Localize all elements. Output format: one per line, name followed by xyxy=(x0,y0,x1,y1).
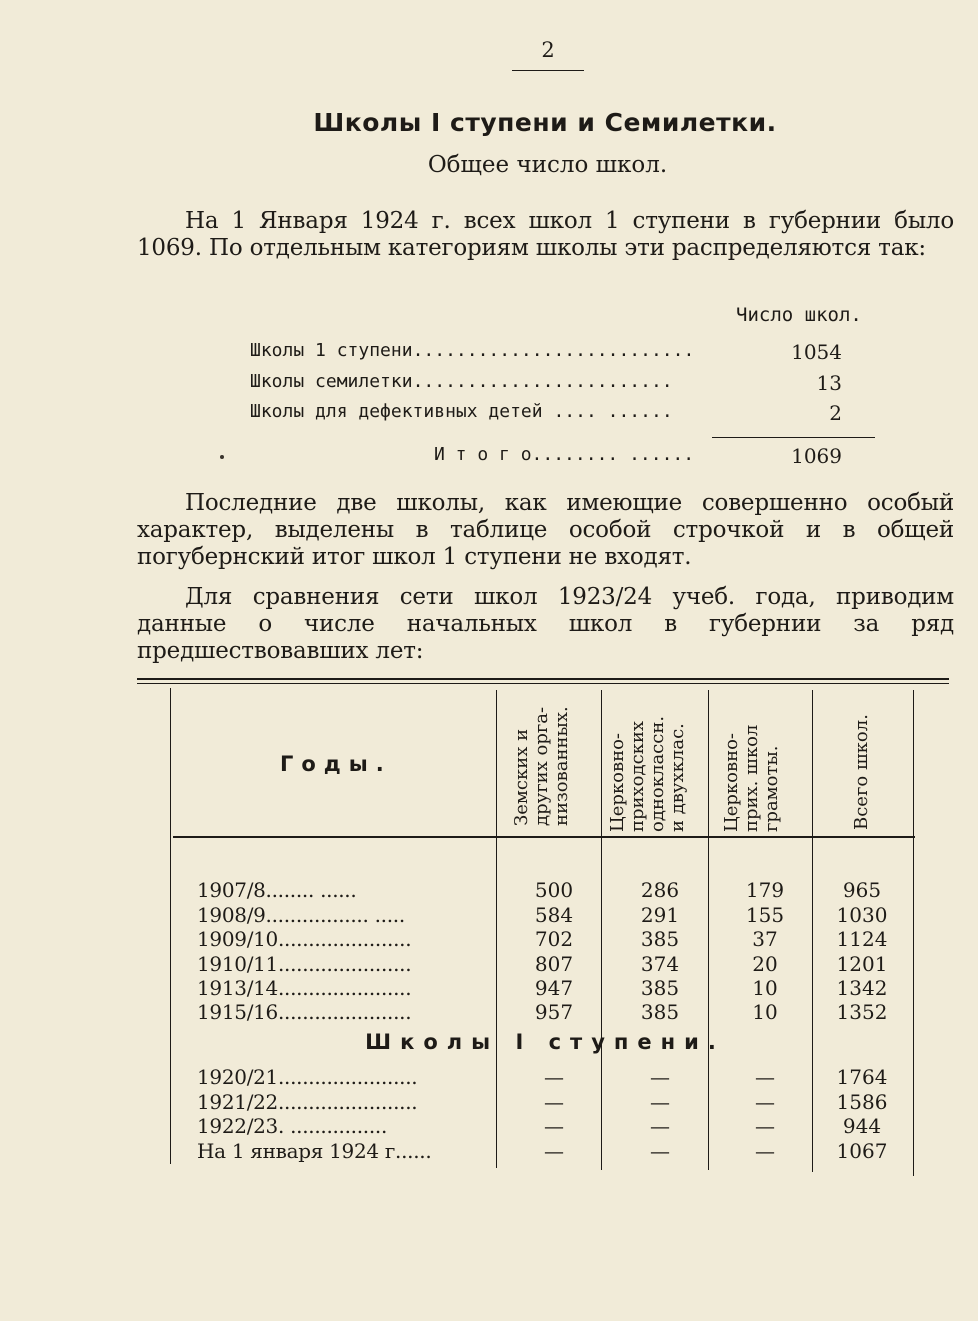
table-row xyxy=(197,1000,897,1024)
row-year: 1907/8........ ...... xyxy=(197,878,357,902)
summary-total-value: 1069 xyxy=(791,444,842,468)
summary-row-label: Школы для дефективных детей .... ...... xyxy=(250,401,673,422)
note-paragraph: Последние две школы, как имеющие совершенно особый характер, выделены в таблице особой строчкой и в общей погубернский итог школ 1 ступени не входят. xyxy=(137,490,954,570)
row-year: 1909/10...................... xyxy=(197,927,412,951)
cell-total: 1201 xyxy=(836,952,888,976)
cell-literacy: — xyxy=(755,1114,775,1138)
cell-parish: 385 xyxy=(640,927,680,951)
summary-row-label: Школы 1 ступени.......................... xyxy=(250,340,695,361)
cell-parish: 385 xyxy=(640,976,680,1000)
cell-zemskie: 500 xyxy=(534,878,574,902)
table-row xyxy=(197,1065,897,1089)
cell-parish: 385 xyxy=(640,1000,680,1024)
cell-literacy: 10 xyxy=(752,976,778,1000)
section-subtitle: Общее число школ. xyxy=(427,152,668,178)
summary-row-value: 2 xyxy=(829,401,842,425)
summary-row xyxy=(250,401,842,427)
cell-literacy: 155 xyxy=(745,903,785,927)
summary-row-value: 13 xyxy=(816,371,842,395)
cell-literacy: — xyxy=(755,1090,775,1114)
cell-literacy: 179 xyxy=(745,878,785,902)
cell-zemskie: — xyxy=(544,1090,564,1114)
column-header-parish: Церковно- приходских одноклассн. и двухклас. xyxy=(607,715,688,832)
column-header-zemskie: Земских и других орга- низованных. xyxy=(511,706,572,826)
cell-total: 1030 xyxy=(836,903,888,927)
row-year: На 1 января 1924 г...... xyxy=(197,1139,432,1163)
cell-total: 1067 xyxy=(836,1139,888,1163)
cell-literacy: — xyxy=(755,1139,775,1163)
table-row xyxy=(197,1114,897,1138)
summary-total-label: И т о г о........ ...... xyxy=(434,444,695,465)
cell-literacy: — xyxy=(755,1065,775,1089)
cell-total: 1352 xyxy=(836,1000,888,1024)
page-number: 2 xyxy=(541,38,555,62)
table-row xyxy=(197,1139,897,1163)
table-row xyxy=(197,952,897,976)
intro-paragraph: На 1 Января 1924 г. всех школ 1 ступени в губернии было 1069. По отдельным категориям школы эти распределяются так: xyxy=(137,208,954,261)
cell-parish: — xyxy=(650,1114,670,1138)
table-header-rule xyxy=(173,836,915,838)
summary-column-header: Число школ. xyxy=(736,304,862,326)
table-row xyxy=(197,1090,897,1114)
summary-row xyxy=(250,340,842,366)
row-year: 1908/9................. ..... xyxy=(197,903,405,927)
cell-zemskie: 947 xyxy=(534,976,574,1000)
cell-zemskie: 702 xyxy=(534,927,574,951)
table-row xyxy=(197,878,897,902)
row-year: 1921/22....................... xyxy=(197,1090,418,1114)
comparison-paragraph: Для сравнения сети школ 1923/24 учеб. года, приводим данные о числе начальных школ в губернии за ряд предшествовавших лет: xyxy=(137,584,954,664)
summary-row-value: 1054 xyxy=(791,340,842,364)
row-year: 1915/16...................... xyxy=(197,1000,412,1024)
summary-row xyxy=(250,371,842,397)
cell-literacy: 20 xyxy=(752,952,778,976)
row-year: 1922/23. ................ xyxy=(197,1114,388,1138)
column-header-total: Всего школ. xyxy=(851,714,872,830)
years-column-header: Годы. xyxy=(280,752,392,776)
stray-mark xyxy=(220,455,224,459)
table-left-border xyxy=(170,688,171,1164)
cell-zemskie: 584 xyxy=(534,903,574,927)
cell-parish: — xyxy=(650,1090,670,1114)
cell-zemskie: — xyxy=(544,1139,564,1163)
row-year: 1910/11...................... xyxy=(197,952,412,976)
cell-parish: 291 xyxy=(640,903,680,927)
cell-total: 1764 xyxy=(836,1065,888,1089)
summary-total-rule xyxy=(712,437,875,438)
cell-parish: 374 xyxy=(640,952,680,976)
column-header-literacy: Церковно- прих. школ грамоты. xyxy=(721,724,782,832)
summary-row-label: Школы семилетки........................ xyxy=(250,371,673,392)
summary-total-row xyxy=(250,444,842,470)
cell-literacy: 37 xyxy=(752,927,778,951)
cell-total: 944 xyxy=(842,1114,882,1138)
table-row xyxy=(197,927,897,951)
cell-zemskie: 807 xyxy=(534,952,574,976)
section-title: Школы I ступени и Семилетки. xyxy=(313,108,777,137)
cell-parish: 286 xyxy=(640,878,680,902)
cell-parish: — xyxy=(650,1065,670,1089)
cell-zemskie: — xyxy=(544,1065,564,1089)
cell-zemskie: — xyxy=(544,1114,564,1138)
cell-zemskie: 957 xyxy=(534,1000,574,1024)
table-right-border xyxy=(913,690,914,1176)
row-year: 1913/14...................... xyxy=(197,976,412,1000)
cell-total: 1124 xyxy=(836,927,888,951)
cell-total: 1342 xyxy=(836,976,888,1000)
page-number-rule xyxy=(512,70,584,71)
table-row xyxy=(197,976,897,1000)
cell-total: 1586 xyxy=(836,1090,888,1114)
table-row xyxy=(197,903,897,927)
cell-total: 965 xyxy=(842,878,882,902)
cell-parish: — xyxy=(650,1139,670,1163)
table-subsection-heading: Школы I ступени. xyxy=(365,1030,725,1054)
row-year: 1920/21....................... xyxy=(197,1065,418,1089)
cell-literacy: 10 xyxy=(752,1000,778,1024)
